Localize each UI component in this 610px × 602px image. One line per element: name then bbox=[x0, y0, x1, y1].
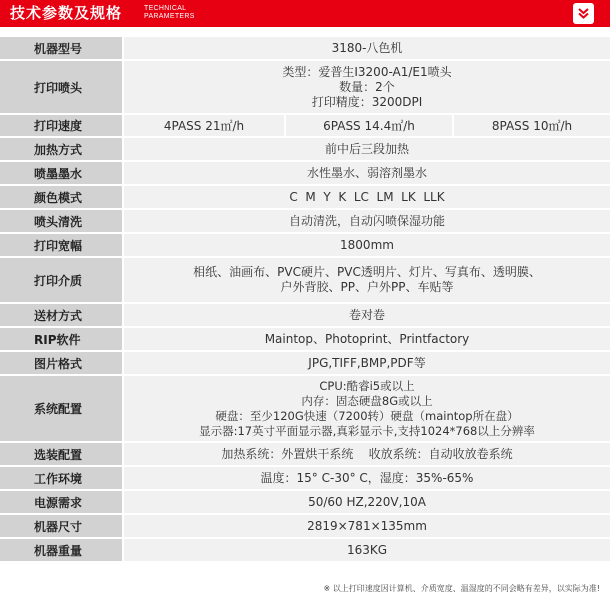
spec-label: 喷头清洗 bbox=[0, 210, 122, 232]
spec-label: 颜色模式 bbox=[0, 186, 122, 208]
spec-row-printhead bbox=[0, 61, 610, 115]
spec-row-environment bbox=[0, 467, 610, 491]
spec-row-size bbox=[0, 515, 610, 539]
spec-table bbox=[0, 37, 610, 563]
spec-label: 工作环境 bbox=[0, 467, 122, 489]
spec-label: 电源需求 bbox=[0, 491, 122, 513]
spec-row-feeding bbox=[0, 304, 610, 328]
spec-label: RIP软件 bbox=[0, 328, 122, 350]
spec-label: 喷墨墨水 bbox=[0, 162, 122, 184]
spec-row-power bbox=[0, 491, 610, 515]
spec-value: 163KG bbox=[124, 539, 610, 561]
spec-row-head-cleaning bbox=[0, 210, 610, 234]
speed-cell: 8PASS 10㎡/h bbox=[454, 115, 610, 136]
spec-value: Maintop、Photoprint、Printfactory bbox=[124, 328, 610, 350]
speed-cell: 4PASS 21㎡/h bbox=[124, 115, 284, 136]
spec-row-color-mode bbox=[0, 186, 610, 210]
spec-row-image-format bbox=[0, 352, 610, 376]
spec-value-split bbox=[124, 115, 610, 136]
spec-value: JPG,TIFF,BMP,PDF等 bbox=[124, 352, 610, 374]
spec-row-ink bbox=[0, 162, 610, 186]
spec-value: 1800mm bbox=[124, 234, 610, 256]
spec-label: 打印喷头 bbox=[0, 61, 122, 113]
spec-label: 机器重量 bbox=[0, 539, 122, 561]
spec-label: 加热方式 bbox=[0, 138, 122, 160]
spec-value: CPU:酷睿i5或以上 内存：固态硬盘8G或以上 硬盘：至少120G快速（7200转）硬盘（maintop所在盘） 显示器:17英寸平面显示器,真彩显示卡,支持1024*768以上分辨率 bbox=[124, 376, 610, 441]
spec-label: 选装配置 bbox=[0, 443, 122, 465]
spec-row-options bbox=[0, 443, 610, 467]
section-title: 技术参数及规格 bbox=[10, 4, 123, 22]
spec-value: 前中后三段加热 bbox=[124, 138, 610, 160]
spec-value: 50/60 HZ,220V,10A bbox=[124, 491, 610, 513]
spec-row-weight bbox=[0, 539, 610, 563]
spec-row-heating bbox=[0, 138, 610, 162]
spec-value: 水性墨水、弱溶剂墨水 bbox=[124, 162, 610, 184]
spec-label: 打印速度 bbox=[0, 115, 122, 136]
section-header bbox=[0, 0, 610, 27]
speed-cell: 6PASS 14.4㎡/h bbox=[286, 115, 452, 136]
spec-value: C M Y K LC LM LK LLK bbox=[124, 186, 610, 208]
spec-value: 自动清洗，自动闪喷保湿功能 bbox=[124, 210, 610, 232]
spec-label: 机器尺寸 bbox=[0, 515, 122, 537]
spec-value: 卷对卷 bbox=[124, 304, 610, 326]
spec-row-system bbox=[0, 376, 610, 443]
spec-row-print-width bbox=[0, 234, 610, 258]
spec-value: 3180-八色机 bbox=[124, 37, 610, 59]
collapse-button[interactable] bbox=[573, 3, 594, 24]
spec-row-rip bbox=[0, 328, 610, 352]
spec-row-speed bbox=[0, 115, 610, 138]
spec-value: 相纸、油画布、PVC硬片、PVC透明片、灯片、写真布、透明膜、 户外背胶、PP、户外PP、车贴等 bbox=[124, 258, 610, 302]
spec-value: 类型：爱普生I3200-A1/E1喷头 数量：2个 打印精度：3200DPI bbox=[124, 61, 610, 113]
section-subtitle: TECHNICAL PARAMETERS bbox=[144, 5, 195, 20]
spec-row-model bbox=[0, 37, 610, 61]
footnote: ※ 以上打印速度因计算机、介质宽度、温湿度的不同会略有差异，以实际为准! bbox=[323, 584, 600, 593]
spec-row-media bbox=[0, 258, 610, 304]
spec-value: 2819×781×135mm bbox=[124, 515, 610, 537]
spec-value: 加热系统：外置烘干系统 收放系统：自动收放卷系统 bbox=[124, 443, 610, 465]
spec-label: 打印介质 bbox=[0, 258, 122, 302]
spec-label: 送材方式 bbox=[0, 304, 122, 326]
spec-label: 图片格式 bbox=[0, 352, 122, 374]
spec-label: 机器型号 bbox=[0, 37, 122, 59]
spec-label: 系统配置 bbox=[0, 376, 122, 441]
chevron-down-icon bbox=[577, 7, 590, 20]
spec-value: 温度：15° C-30° C，湿度：35%-65% bbox=[124, 467, 610, 489]
spec-label: 打印宽幅 bbox=[0, 234, 122, 256]
